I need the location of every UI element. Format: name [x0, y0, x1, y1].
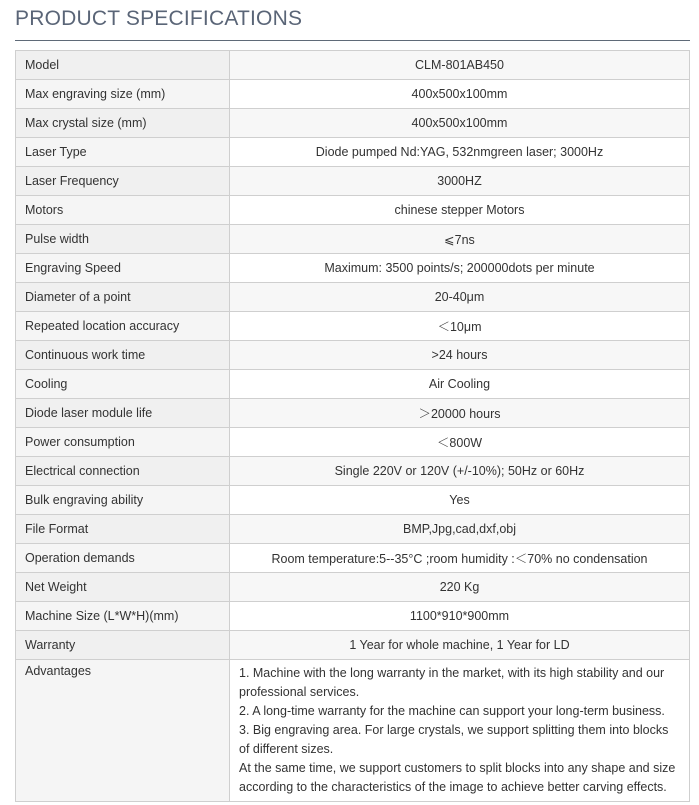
spec-label: Warranty: [16, 631, 230, 660]
spec-label: Cooling: [16, 370, 230, 399]
spec-label: Diameter of a point: [16, 283, 230, 312]
table-row: [16, 312, 690, 341]
spec-value: >24 hours: [230, 341, 690, 370]
spec-value: Maximum: 3500 points/s; 200000dots per minute: [230, 254, 690, 283]
advantage-item: 1. Machine with the long warranty in the market, with its high stability and our professional services.: [239, 666, 665, 699]
spec-value: Room temperature:5--35°C ;room humidity :＜70% no condensation: [230, 544, 690, 573]
spec-label: Power consumption: [16, 428, 230, 457]
spec-label: Model: [16, 51, 230, 80]
advantage-item: 2. A long-time warranty for the machine can support your long-term business.: [239, 704, 665, 718]
spec-value: ＞20000 hours: [230, 399, 690, 428]
table-row: [16, 544, 690, 573]
spec-value: 220 Kg: [230, 573, 690, 602]
table-row: [16, 573, 690, 602]
specifications-table: [15, 50, 690, 802]
page-title: PRODUCT SPECIFICATIONS: [15, 7, 303, 30]
spec-label: Diode laser module life: [16, 399, 230, 428]
spec-value: chinese stepper Motors: [230, 196, 690, 225]
title-divider: [15, 40, 690, 41]
table-row: [16, 80, 690, 109]
spec-value: BMP,Jpg,cad,dxf,obj: [230, 515, 690, 544]
spec-label: Motors: [16, 196, 230, 225]
table-row: [16, 428, 690, 457]
spec-value: 400x500x100mm: [230, 80, 690, 109]
table-row: [16, 341, 690, 370]
table-row: [16, 486, 690, 515]
table-row: [16, 196, 690, 225]
spec-label: Electrical connection: [16, 457, 230, 486]
spec-value: ＜800W: [230, 428, 690, 457]
advantages-list: [230, 660, 690, 802]
spec-value: 400x500x100mm: [230, 109, 690, 138]
spec-label: Engraving Speed: [16, 254, 230, 283]
spec-value: Yes: [230, 486, 690, 515]
spec-value: Single 220V or 120V (+/-10%); 50Hz or 60Hz: [230, 457, 690, 486]
table-row: [16, 370, 690, 399]
spec-label: Continuous work time: [16, 341, 230, 370]
advantage-item: 3. Big engraving area. For large crystals, we support splitting them into blocks of different sizes.: [239, 723, 669, 756]
spec-label: Bulk engraving ability: [16, 486, 230, 515]
spec-value: CLM-801AB450: [230, 51, 690, 80]
table-row: [16, 457, 690, 486]
table-row: [16, 109, 690, 138]
spec-value: 1100*910*900mm: [230, 602, 690, 631]
spec-label: Max engraving size (mm): [16, 80, 230, 109]
spec-label: Laser Frequency: [16, 167, 230, 196]
spec-value: 1 Year for whole machine, 1 Year for LD: [230, 631, 690, 660]
spec-value: 20-40μm: [230, 283, 690, 312]
table-row: [16, 167, 690, 196]
spec-value: Diode pumped Nd:YAG, 532nmgreen laser; 3000Hz: [230, 138, 690, 167]
table-row: [16, 138, 690, 167]
spec-label: Repeated location accuracy: [16, 312, 230, 341]
spec-value: ＜10μm: [230, 312, 690, 341]
table-row-advantages: [16, 660, 690, 802]
table-row: [16, 399, 690, 428]
spec-label: File Format: [16, 515, 230, 544]
table-row: [16, 631, 690, 660]
table-row: [16, 602, 690, 631]
specifications-table-body: [16, 51, 690, 802]
spec-label: Advantages: [16, 660, 230, 802]
table-row: [16, 254, 690, 283]
spec-value: Air Cooling: [230, 370, 690, 399]
spec-label: Machine Size (L*W*H)(mm): [16, 602, 230, 631]
table-row: [16, 51, 690, 80]
table-row: [16, 515, 690, 544]
spec-value: 3000HZ: [230, 167, 690, 196]
table-row: [16, 283, 690, 312]
table-row: [16, 225, 690, 254]
spec-value: ⩽7ns: [230, 225, 690, 254]
spec-label: Net Weight: [16, 573, 230, 602]
spec-label: Pulse width: [16, 225, 230, 254]
spec-label: Operation demands: [16, 544, 230, 573]
advantage-item: At the same time, we support customers to split blocks into any shape and size according to the characteristics of the image to achieve better carving effects.: [239, 761, 676, 794]
spec-label: Laser Type: [16, 138, 230, 167]
spec-label: Max crystal size (mm): [16, 109, 230, 138]
